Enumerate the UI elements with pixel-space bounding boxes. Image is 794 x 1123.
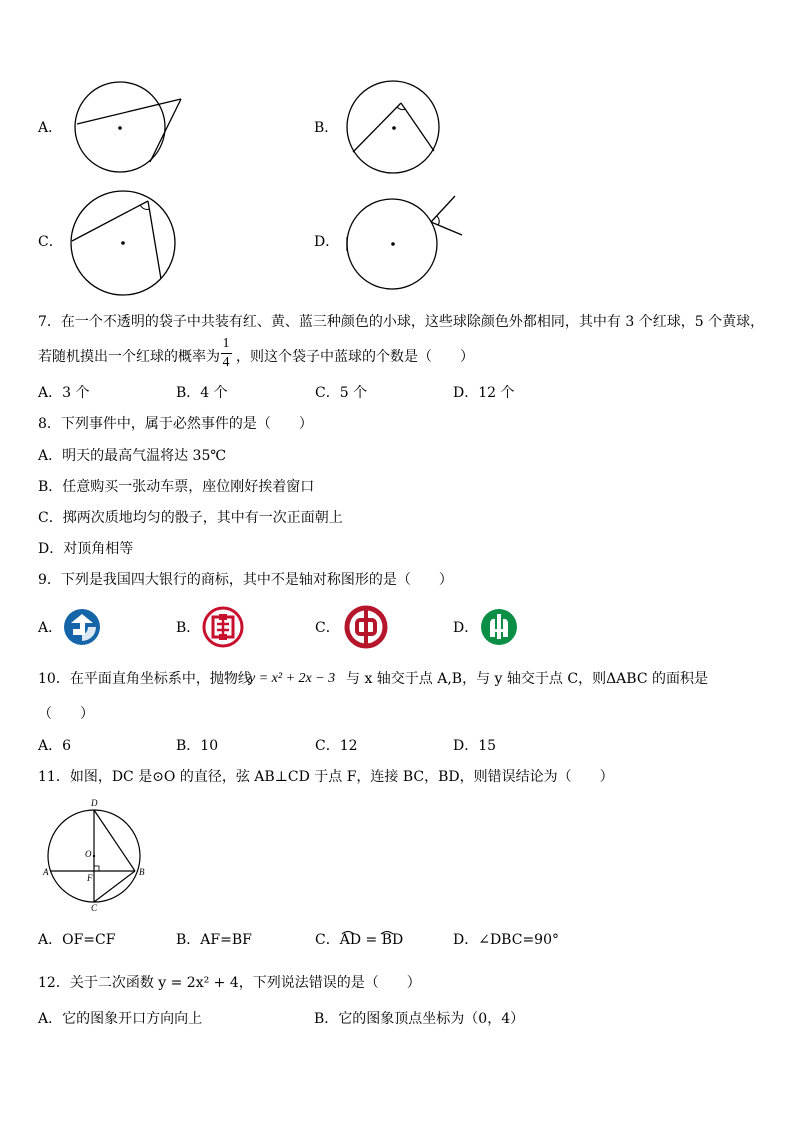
q10-stem-mid: 与 x 轴交于点 A,B，与 y 轴交于点 C，则ΔABC 的面积是 — [346, 671, 708, 687]
q7-option-a: A．3 个 — [38, 385, 90, 401]
q10-option-d: D．15 — [453, 738, 497, 754]
q10-stem-pre: 10．在平面直角坐标系中，抛物线 — [38, 671, 252, 687]
q9-option-d-label: D． — [453, 620, 479, 636]
q10-paren: （ ） — [38, 706, 94, 722]
q9-option-c-label: C． — [315, 620, 340, 636]
q6-option-b-label: B． — [314, 120, 339, 136]
q11-option-b: B．AF=BF — [176, 932, 252, 948]
q11-option-d: D．∠DBC=90° — [453, 932, 559, 948]
q7-fraction-denominator: 4 — [222, 355, 230, 370]
q6-option-d-label: D． — [314, 234, 340, 250]
q9-option-b-label: B． — [176, 620, 201, 636]
q9-option-a-label: A． — [38, 620, 63, 636]
q11-label-o: O — [85, 849, 92, 859]
q7-option-c: C．5 个 — [315, 385, 368, 401]
q8-option-c: C．掷两次质地均匀的骰子，其中有一次正面朝上 — [38, 510, 343, 526]
q12-option-b: B．它的图象顶点坐标为（0，4） — [314, 1011, 525, 1027]
q8-option-d: D．对顶角相等 — [38, 541, 134, 557]
q7-stem-line1: 7．在一个不透明的袋子中共装有红、黄、蓝三种颜色的小球，这些球除颜色外都相同，其中有 3 个红球，5 个黄球， — [38, 314, 765, 330]
q11-option-c: C．AD = BD — [315, 932, 404, 948]
q11-stem: 11．如图，DC 是⊙O 的直径，弦 AB⊥CD 于点 F，连接 BC，BD，则错误结论为（ ） — [38, 769, 614, 785]
q6-option-c-label: C． — [38, 234, 63, 250]
q11-label-a: A — [43, 867, 49, 877]
q10-option-c: C．12 — [315, 738, 358, 754]
q11-label-b: B — [139, 867, 145, 877]
q7-stem-line2-pre: 若随机摸出一个红球的概率为 — [38, 349, 220, 365]
q6-option-a-label: A． — [38, 120, 63, 136]
q7-option-d: D．12 个 — [453, 385, 515, 401]
q7-stem-line2-post: ，则这个袋子中蓝球的个数是（ ） — [236, 349, 474, 365]
q11-label-f: F — [87, 873, 93, 883]
q11-label-d: D — [91, 798, 98, 808]
q9-stem: 9．下列是我国四大银行的商标，其中不是轴对称图形的是（ ） — [38, 572, 453, 588]
q7-fraction-numerator: 1 — [222, 336, 230, 351]
q10-option-a: A．6 — [38, 738, 72, 754]
q8-option-a: A．明天的最高气温将达 35℃ — [38, 448, 227, 464]
q12-stem: 12．关于二次函数 y = 2x² + 4，下列说法错误的是（ ） — [38, 975, 421, 991]
q8-stem: 8．下列事件中，属于必然事件的是（ ） — [38, 416, 313, 432]
q10-option-b: B．10 — [176, 738, 219, 754]
q11-option-a: A．OF=CF — [38, 932, 116, 948]
q8-option-b: B．任意购买一张动车票，座位刚好挨着窗口 — [38, 479, 315, 495]
q10-equation: y = x² + 2x − 3 — [249, 671, 336, 686]
q12-option-a: A．它的图象开口方向向上 — [38, 1011, 203, 1027]
q7-option-b: B．4 个 — [176, 385, 228, 401]
q11-label-c: C — [91, 903, 98, 913]
